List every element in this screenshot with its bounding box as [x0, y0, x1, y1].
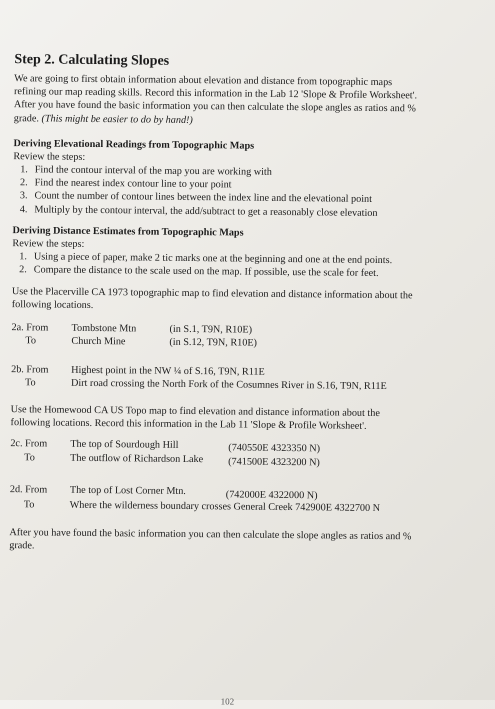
problem-2d: [10, 483, 480, 518]
distance-title: Deriving Distance Estimates from Topographic Maps: [12, 225, 244, 239]
to-location: (in S.12, T9N, R10E): [169, 336, 258, 349]
list-item: 4. Multiply by the contour interval, the add/subtract to get a reasonably close elevation: [19, 203, 378, 219]
to-label: To: [23, 499, 35, 511]
list-item: 1. Using a piece of paper, make 2 tic marks one at the beginning and one at the end points.: [19, 251, 393, 267]
problem-2a: [11, 321, 471, 354]
list-item: 3. Count the number of contour lines between the index line and the elevational point: [19, 190, 373, 206]
distance-steps: [19, 250, 392, 280]
to-label: To: [25, 335, 37, 347]
to-location: (741500E 4323200 N): [228, 456, 320, 469]
from-label: 2d. From: [9, 484, 48, 496]
closing-paragraph: [9, 526, 411, 557]
from-label: 2a. From: [11, 322, 49, 334]
from-label: 2b. From: [11, 364, 49, 376]
intro-line-last: grade. (This might be easier to do by hand!): [13, 112, 193, 126]
from-location: (in S.1, T9N, R10E): [169, 323, 253, 336]
from-place: Highest point in the NW ¼ of S.16, T9N, R11E: [71, 364, 265, 378]
page-number: 102: [220, 696, 235, 707]
from-location: (740550E 4323350 N): [228, 442, 321, 455]
problem-2c: [10, 437, 470, 472]
to-place: Dirt road crossing the North Fork of the Cosumnes River in S.16, T9N, R11E: [70, 377, 387, 393]
placerville-line: following locations.: [11, 299, 94, 312]
list-item: 2. Find the nearest index contour line to your point: [20, 177, 232, 191]
distance-review: Review the steps:: [12, 238, 85, 250]
elevational-steps: [20, 163, 378, 220]
list-item: 2. Compare the distance to the scale used on the map. If possible, use the scale for feet.: [19, 264, 379, 280]
closing-line: grade.: [9, 540, 35, 552]
section-heading: Step 2. Calculating Slopes: [14, 52, 170, 69]
to-place: Church Mine: [71, 335, 126, 348]
homewood-instruction: [11, 403, 380, 433]
intro-line: We are going to first obtain information about elevation and distance from topographic maps: [14, 73, 393, 89]
problem-2b: [11, 363, 471, 396]
elevational-review: Review the steps:: [13, 151, 86, 163]
intro-paragraph: [14, 72, 418, 129]
from-place: The top of Sourdough Hill: [70, 438, 179, 451]
to-label: To: [24, 377, 36, 389]
elevational-title: Deriving Elevational Readings from Topographic Maps: [13, 138, 255, 152]
homewood-line: following locations. Record this information in the Lab 11 'Slope & Profile Worksheet'.: [10, 417, 367, 433]
from-place: The top of Lost Corner Mtn.: [69, 484, 186, 497]
intro-line: refining our map reading skills. Record this information in the Lab 12 'Slope & Profile Worksheet'.: [13, 86, 418, 102]
list-item: 1. Find the contour interval of the map you are working with: [20, 164, 272, 178]
to-place: The outflow of Richardson Lake: [70, 452, 204, 466]
placerville-instruction: [12, 285, 413, 316]
homewood-line: Use the Homewood CA US Topo map to find elevation and distance information about the: [10, 404, 380, 420]
intro-note: (This might be easier to do by hand!): [41, 113, 193, 126]
intro-line: After you have found the basic information you can then calculate the slope angles as ratios and %: [13, 99, 416, 115]
from-location: (742000E 4322000 N): [225, 489, 318, 502]
placerville-line: Use the Placerville CA 1973 topographic map to find elevation and distance information about the: [11, 286, 413, 302]
to-place: Where the wilderness boundary crosses General Creek 742900E 4322700 N: [69, 499, 381, 515]
from-label: 2c. From: [10, 438, 48, 450]
to-label: To: [24, 452, 35, 464]
from-place: Tombstone Mtn: [71, 322, 137, 335]
closing-line: After you have found the basic information you can then calculate the slope angles as ratios and %: [9, 527, 412, 543]
